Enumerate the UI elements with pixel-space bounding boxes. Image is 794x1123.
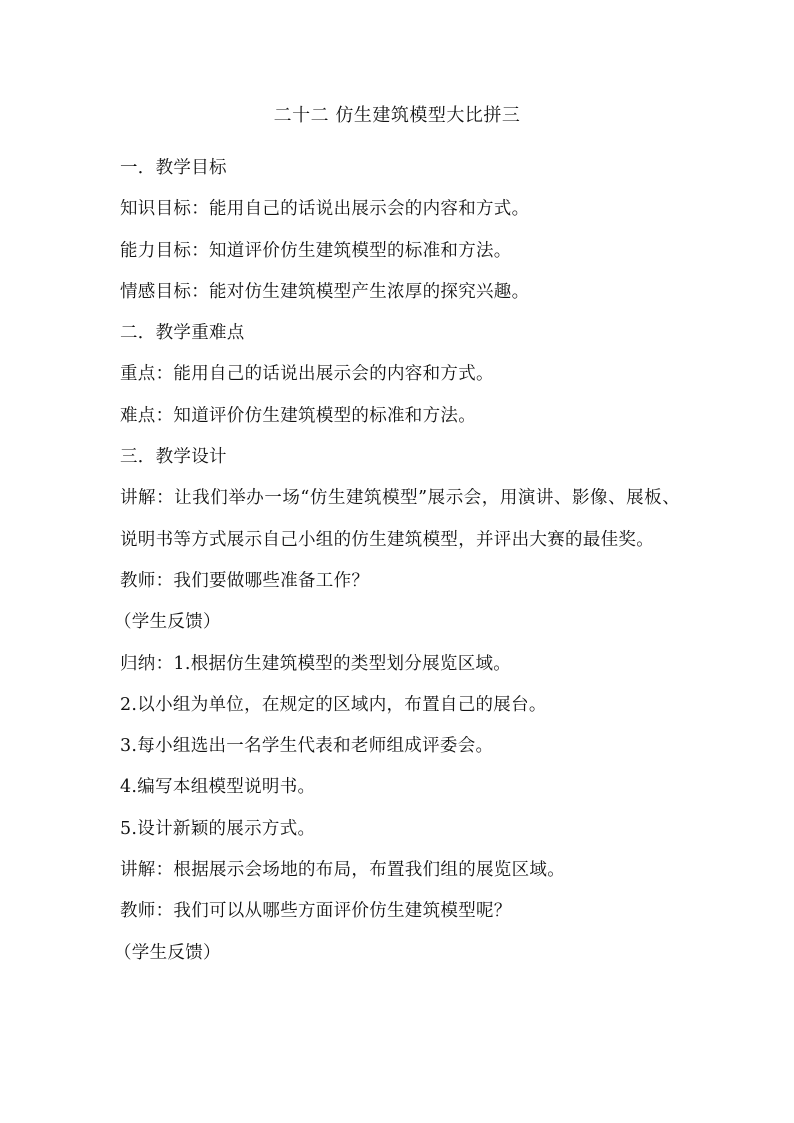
document-body: [114, 148, 680, 974]
paragraph-summary-item-3: 3.每小组选出一名学生代表和老师组成评委会。: [120, 736, 494, 757]
paragraph-explanation-1: 讲解：让我们举办一场“仿生建筑模型”展示会，用演讲、影像、展板、说明书等方式展示自己小组的仿生建筑模型，并评出大赛的最佳奖。: [120, 488, 680, 550]
section-heading-key-points: 二．教学重难点: [120, 323, 245, 344]
paragraph-summary-item-5: 5.设计新颖的展示方式。: [120, 818, 316, 839]
paragraph-knowledge-goal: 知识目标：能用自己的话说出展示会的内容和方式。: [120, 199, 530, 220]
paragraph-summary-item-2: 2.以小组为单位，在规定的区域内，布置自己的展台。: [120, 694, 547, 715]
section-heading-objectives: 一．教学目标: [120, 158, 227, 178]
paragraph-explanation-2: 讲解：根据展示会场地的布局，布置我们组的展览区域。: [120, 860, 565, 881]
paragraph-teacher-question-2: 教师：我们可以从哪些方面评价仿生建筑模型呢？: [120, 901, 512, 922]
paragraph-summary-item-1: 归纳：1.根据仿生建筑模型的类型划分展览区域。: [120, 653, 512, 674]
paragraph-teacher-question-1: 教师：我们要做哪些准备工作？: [120, 570, 370, 591]
paragraph-ability-goal: 能力目标：知道评价仿生建筑模型的标准和方法。: [120, 240, 512, 261]
paragraph-student-feedback-1: （学生反馈）: [114, 612, 221, 633]
page-title: 二十二 仿生建筑模型大比拼三: [273, 105, 521, 126]
paragraph-emotion-goal: 情感目标：能对仿生建筑模型产生浓厚的探究兴趣。: [120, 281, 530, 302]
paragraph-difficulty: 难点：知道评价仿生建筑模型的标准和方法。: [120, 405, 476, 426]
paragraph-summary-item-4: 4.编写本组模型说明书。: [120, 777, 316, 798]
paragraph-key-point: 重点：能用自己的话说出展示会的内容和方式。: [120, 364, 494, 385]
paragraph-student-feedback-2: （学生反馈）: [114, 942, 221, 963]
section-heading-design: 三．教学设计: [120, 447, 227, 468]
